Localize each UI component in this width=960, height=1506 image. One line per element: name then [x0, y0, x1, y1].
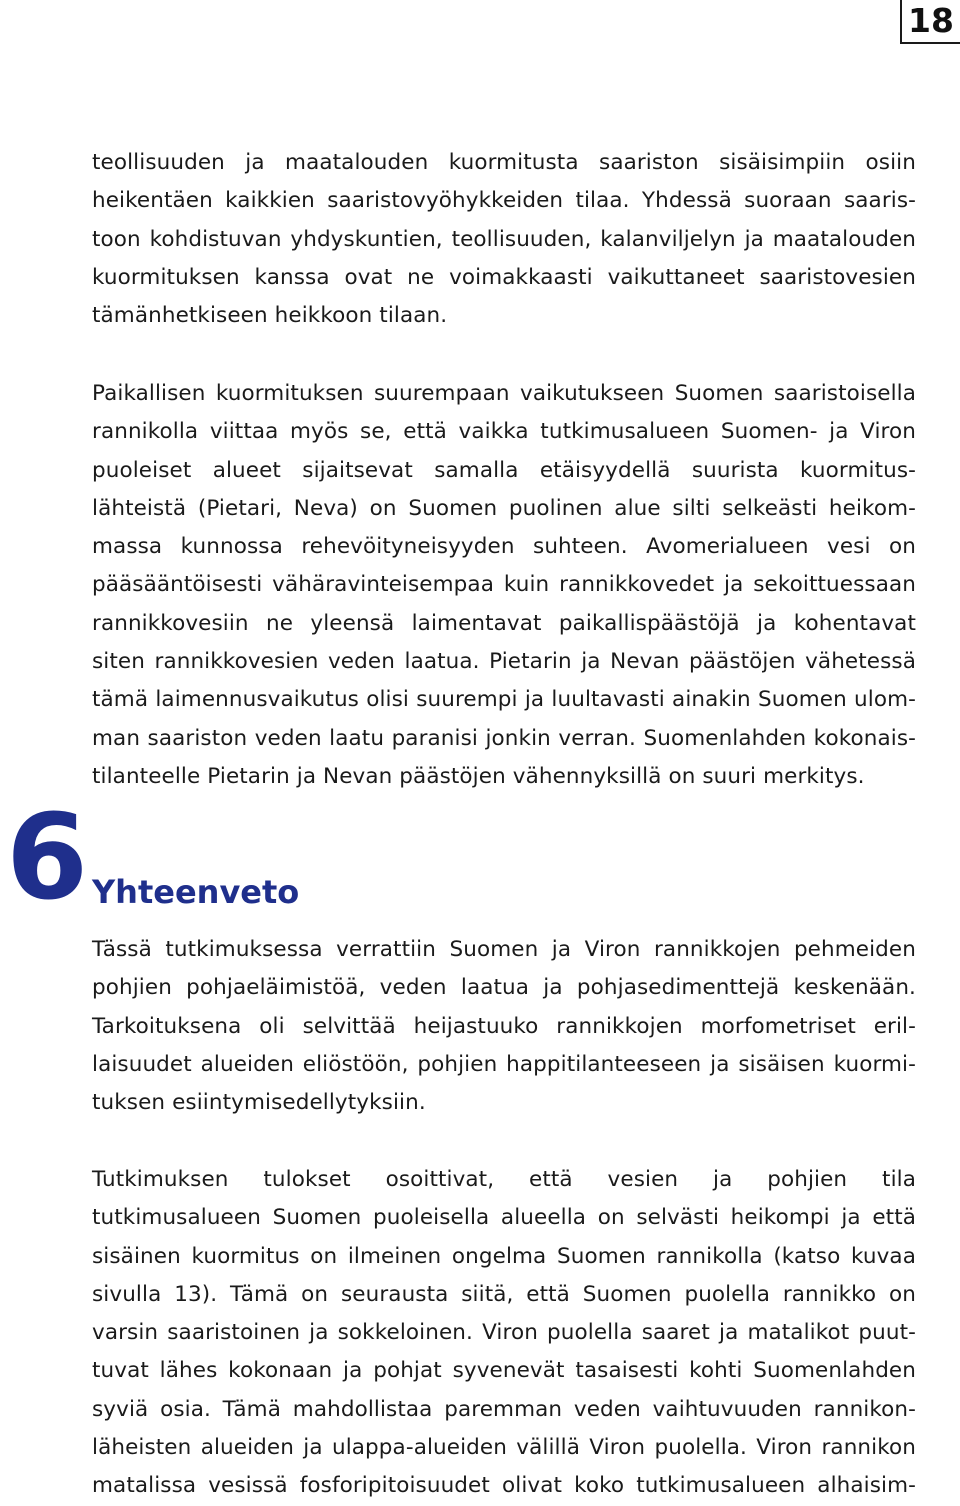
text-line: laisuudet alueiden eliöstöön, pohjien happitilanteeseen ja sisäisen kuormi-	[92, 1051, 916, 1077]
text-line: toon kohdistuvan yhdyskuntien, teollisuuden, kalanviljelyn ja maatalouden	[92, 226, 916, 252]
text-line: kuormituksen kanssa ovat ne voimakkaasti vaikuttaneet saaristovesien	[92, 264, 916, 290]
text-line: Tässä tutkimuksessa verrattiin Suomen ja Viron rannikkojen pehmeiden	[92, 937, 916, 962]
text-line: tuksen esiintymisedellytyksiin.	[92, 1090, 426, 1116]
paragraph-2	[92, 375, 916, 796]
text-line: rannikolla viittaa myös se, että vaikka tutkimusalueen Suomen- ja Viron	[92, 419, 916, 445]
text-line: heikentäen kaikkien saaristovyöhykkeiden tilaa. Yhdessä suoraan saaris-	[92, 188, 916, 214]
text-line: läheisten alueiden ja ulappa-alueiden välillä Viron puolella. Viron rannikon	[92, 1435, 916, 1461]
text-line: tilanteelle Pietarin ja Nevan päästöjen vähennyksillä on suuri merkitys.	[92, 763, 865, 789]
text-line: lähteistä (Pietari, Neva) on Suomen puolinen alue silti selkeästi heikom-	[92, 495, 916, 521]
text-line: siten rannikkovesien veden laatua. Pietarin ja Nevan päästöjen vähetessä	[92, 649, 916, 675]
text-line: pohjien pohjaeläimistöä, veden laatua ja pohjasedimenttejä keskenään.	[92, 975, 916, 1001]
text-line: sisäinen kuormitus on ilmeinen ongelma Suomen rannikolla (katso kuvaa	[92, 1243, 916, 1269]
text-line: tämänhetkiseen heikkoon tilaan.	[92, 303, 448, 329]
text-line: tutkimusalueen Suomen puoleisella alueella on selvästi heikompi ja että	[92, 1205, 916, 1231]
text-line: teollisuuden ja maatalouden kuormitusta saariston sisäisimpiin osiin	[92, 150, 916, 175]
text-line: syviä osia. Tämä mahdollistaa paremman veden vaihtuvuuden rannikon-	[92, 1396, 916, 1422]
paragraph-1	[92, 144, 916, 335]
chapter-title: Yhteenveto	[92, 873, 300, 911]
paragraph-3	[92, 931, 916, 1122]
text-line: man saariston veden laatu paranisi jonkin verran. Suomenlahden kokonais-	[92, 725, 916, 751]
text-line: puoleiset alueet sijaitsevat samalla etäisyydellä suurista kuormitus-	[92, 457, 916, 483]
chapter-number: 6	[6, 788, 89, 926]
text-line: massa kunnossa rehevöityneisyyden suhteen. Avomerialueen vesi on	[92, 534, 916, 560]
text-line: varsin saaristoinen ja sokkeloinen. Viron puolella saaret ja matalikot puut-	[92, 1320, 916, 1346]
text-line: Tutkimuksen tulokset osoittivat, että vesien ja pohjien tila	[92, 1167, 916, 1192]
text-line: Tarkoituksena oli selvittää heijastuuko rannikkojen morfometriset eril-	[92, 1013, 916, 1039]
text-line: sivulla 13). Tämä on seurausta siitä, että Suomen puolella rannikko on	[92, 1281, 916, 1307]
text-line: tämä laimennusvaikutus olisi suurempi ja luultavasti ainakin Suomen ulom-	[92, 687, 916, 713]
text-line: pääsääntöisesti vähäravinteisempaa kuin rannikkovedet ja sekoittuessaan	[92, 572, 916, 598]
text-line: Paikallisen kuormituksen suurempaan vaikutukseen Suomen saaristoisella	[92, 381, 916, 406]
paragraph-4	[92, 1161, 916, 1506]
page-number: 18	[900, 0, 960, 44]
text-line: matalissa vesissä fosforipitoisuudet olivat koko tutkimusalueen alhaisim-	[92, 1473, 916, 1499]
text-line: rannikkovesiin ne yleensä laimentavat paikallispäästöjä ja kohentavat	[92, 610, 916, 636]
text-line: tuvat lähes kokonaan ja pohjat syvenevät tasaisesti kohti Suomenlahden	[92, 1358, 916, 1384]
